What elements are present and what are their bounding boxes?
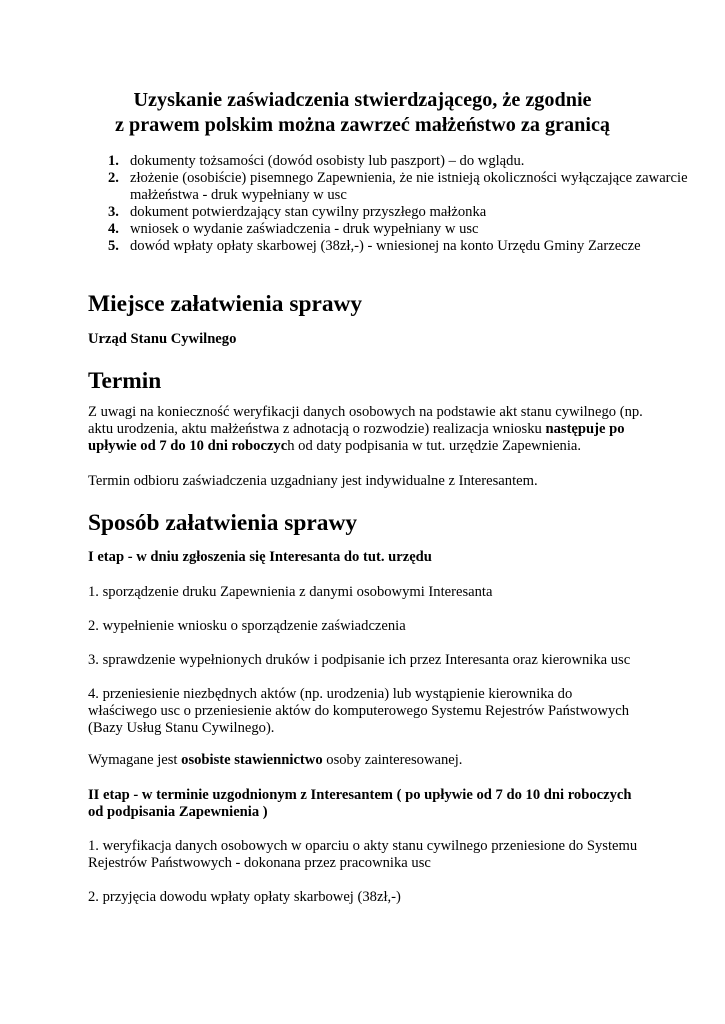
list-item-number: 5.	[108, 238, 119, 254]
section-heading-place: Miejsce załatwienia sprawy	[88, 291, 363, 317]
stage-1-heading: I etap - w dniu zgłoszenia się Interesanta do tut. urzędu	[88, 549, 432, 565]
list-item	[88, 238, 688, 255]
term-text-bold: następuje po upływie od 7 do 10 dni roboczyc	[88, 421, 625, 454]
term-text-part: Z uwagi na konieczność weryfikacji danych osobowych na podstawie akt stanu cywilnego (np. aktu urodzenia, aktu małżeństwa z adnotacją o rozwodzie) realizacja wniosku	[88, 404, 643, 437]
pickup-paragraph: Termin odbioru zaświadczenia uzgadniany jest indywidualne z Interesantem.	[88, 473, 538, 489]
list-item	[88, 204, 688, 221]
list-item-number: 2.	[108, 170, 119, 186]
attendance-text-part: osoby zainteresowanej.	[322, 752, 463, 768]
list-item-text: złożenie (osobiście) pisemnego Zapewnienia, że nie istnieją okoliczności wyłączające zawarcie małżeństwa - druk wypełniany w usc	[130, 170, 688, 203]
stage-1-step-4: 4. przeniesienie niezbędnych aktów (np. urodzenia) lub wystąpienie kierownika do właściwego usc o przeniesienie aktów do komputerowego Systemu Rejestrów Państwowych (Bazy Usług Stanu Cywilnego).	[88, 686, 630, 736]
attendance-note	[88, 752, 648, 769]
stage-2-step-1: 1. weryfikacja danych osobowych w oparciu o akty stanu cywilnego przeniesione do Systemu Rejestrów Państwowych - dokonana przez pracownika usc	[88, 838, 638, 871]
list-item-text: dowód wpłaty opłaty skarbowej (38zł,-) - wniesionej na konto Urzędu Gminy Zarzecze	[130, 238, 641, 254]
office-name: Urząd Stanu Cywilnego	[88, 331, 237, 347]
stage-1-step-3: 3. sprawdzenie wypełnionych druków i podpisanie ich przez Interesanta oraz kierownika usc	[88, 652, 631, 668]
attendance-text-bold: osobiste stawiennictwo	[181, 752, 323, 768]
section-heading-method: Sposób załatwienia sprawy	[88, 510, 358, 536]
title-line-1: Uzyskanie zaświadczenia stwierdzającego, że zgodnie	[133, 89, 592, 111]
requirements-list	[88, 153, 688, 255]
attendance-text-part: Wymagane jest	[88, 752, 182, 768]
list-item-number: 4.	[108, 221, 119, 237]
list-item	[88, 153, 688, 170]
list-item-number: 3.	[108, 204, 119, 220]
list-item	[88, 221, 688, 238]
list-item-number: 1.	[108, 153, 119, 169]
term-text-part: h od daty podpisania w tut. urzędzie Zapewnienia.	[287, 438, 582, 454]
stage-2-step-2: 2. przyjęcia dowodu wpłaty opłaty skarbowej (38zł,-)	[88, 889, 401, 905]
stage-2-heading: II etap - w terminie uzgodnionym z Interesantem ( po upływie od 7 do 10 dni roboczych od podpisania Zapewnienia )	[88, 787, 632, 820]
document-title	[60, 88, 665, 138]
stage-1-step-2: 2. wypełnienie wniosku o sporządzenie zaświadczenia	[88, 618, 406, 634]
list-item-text: dokumenty tożsamości (dowód osobisty lub paszport) – do wglądu.	[130, 153, 525, 169]
title-line-2: z prawem polskim można zawrzeć małżeństwo za granicą	[114, 114, 611, 136]
section-heading-term: Termin	[88, 368, 162, 394]
list-item	[88, 170, 688, 204]
stage-1-step-1: 1. sporządzenie druku Zapewnienia z danymi osobowymi Interesanta	[88, 584, 493, 600]
list-item-text: dokument potwierdzający stan cywilny przyszłego małżonka	[130, 204, 487, 220]
list-item-text: wniosek o wydanie zaświadczenia - druk wypełniany w usc	[130, 221, 479, 237]
term-paragraph	[88, 404, 653, 455]
